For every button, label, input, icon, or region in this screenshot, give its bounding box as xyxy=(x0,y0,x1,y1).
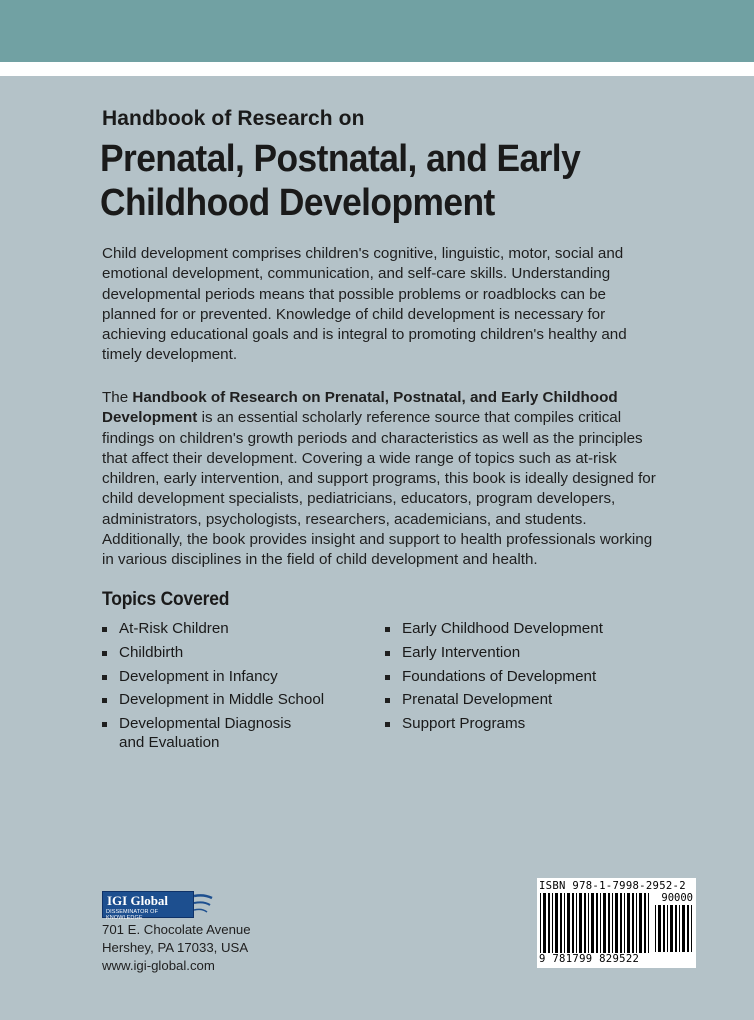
barcode-bar xyxy=(548,893,550,953)
barcode-bar xyxy=(632,893,634,953)
barcode-bar xyxy=(584,893,586,953)
book-title xyxy=(100,137,658,225)
price-code: 90000 xyxy=(661,892,693,904)
barcode-bar xyxy=(555,893,558,953)
barcode-bar xyxy=(624,893,625,953)
barcode-bar xyxy=(658,905,661,952)
barcode-bars xyxy=(540,893,652,953)
square-bullet-icon xyxy=(102,698,107,703)
paragraph-2-book-name: Handbook of Research on Prenatal, Postnatal, and Early Childhood Development xyxy=(102,389,618,427)
topic-item xyxy=(385,668,645,687)
book-title-line-1: Prenatal, Postnatal, and Early xyxy=(100,138,581,180)
address-line-2: Hershey, PA 17033, USA xyxy=(102,940,249,955)
square-bullet-icon xyxy=(102,651,107,656)
barcode-bar xyxy=(612,893,613,953)
topic-item xyxy=(102,691,352,710)
barcode-bar xyxy=(543,893,546,953)
barcode-bar xyxy=(540,893,541,953)
topic-label: Foundations of Development xyxy=(402,667,597,685)
topic-item xyxy=(102,715,302,752)
barcode-bar xyxy=(567,893,570,953)
barcode-bar xyxy=(667,905,668,952)
barcode-bar xyxy=(615,893,618,953)
series-title: Handbook of Research on xyxy=(102,107,365,130)
barcode-bar xyxy=(572,893,574,953)
barcode-bar xyxy=(564,893,565,953)
barcode-bar xyxy=(663,905,665,952)
book-title-line-2: Childhood Development xyxy=(100,182,495,224)
square-bullet-icon xyxy=(385,651,390,656)
barcode-bar xyxy=(627,893,630,953)
barcode-bar xyxy=(596,893,598,953)
logo-name: IGI Global xyxy=(107,893,169,908)
barcode-bar xyxy=(691,905,692,952)
barcode-bar xyxy=(620,893,622,953)
topic-label: Development in Infancy xyxy=(119,667,278,685)
square-bullet-icon xyxy=(385,627,390,632)
publisher-website: www.igi-global.com xyxy=(102,958,215,973)
square-bullet-icon xyxy=(385,722,390,727)
barcode-digits: 9 781799 829522 xyxy=(539,953,656,965)
topic-label: Support Programs xyxy=(402,715,526,733)
barcode-bar xyxy=(682,905,685,952)
topic-label: Early Intervention xyxy=(402,643,521,661)
publisher-address xyxy=(102,921,251,975)
paragraph-2-intro: The xyxy=(102,389,133,406)
barcode-bar xyxy=(579,893,582,953)
barcode-bar xyxy=(655,905,656,952)
topic-label: Early Childhood Development xyxy=(402,620,603,637)
barcode-bar xyxy=(600,893,601,953)
topic-label: At-Risk Children xyxy=(119,620,229,637)
logo-tagline: DISSEMINATOR OF KNOWLEDGE xyxy=(106,909,159,921)
topics-list-left xyxy=(102,620,352,757)
barcode-bar xyxy=(591,893,594,953)
barcode-bar xyxy=(576,893,577,953)
square-bullet-icon xyxy=(385,698,390,703)
barcode-bar xyxy=(687,905,689,952)
isbn-barcode xyxy=(537,878,696,968)
topic-item xyxy=(385,620,645,639)
square-bullet-icon xyxy=(102,675,107,680)
topic-item xyxy=(385,691,645,710)
square-bullet-icon xyxy=(385,675,390,680)
topic-item xyxy=(385,644,645,663)
barcode-bar xyxy=(603,893,606,953)
topic-item xyxy=(102,644,352,663)
logo-swoosh-icon xyxy=(194,892,214,918)
paragraph-2-body: is an essential scholarly reference source that compiles critical findings on children's growth periods and characteristics as well as the principles that affect their development. Covering a wide range of topics such as at-risk children, early intervention, and support programs, this book is ideally designed for child development specialists, pediatricians, educators, program developers, administrators, psychologists, researchers, academicians, and students. Additionally, the book provides insight and support to health professionals working in various disciplines in the field of child development and health. xyxy=(102,409,656,569)
top-color-band xyxy=(0,0,754,62)
barcode-bar xyxy=(639,893,642,953)
description-paragraph-2 xyxy=(102,388,662,571)
barcode-bar xyxy=(588,893,589,953)
topic-item xyxy=(385,715,645,734)
barcode-bar xyxy=(608,893,610,953)
publisher-logo xyxy=(102,891,194,921)
barcode-bar xyxy=(560,893,562,953)
barcode-bar xyxy=(648,893,649,953)
topic-item xyxy=(102,668,352,687)
barcode-bar xyxy=(552,893,553,953)
topic-label: Prenatal Development xyxy=(402,691,553,709)
barcode-bar xyxy=(670,905,673,952)
topic-label: Developmental Diagnosis and Evaluation xyxy=(119,715,292,751)
square-bullet-icon xyxy=(102,722,107,727)
description-paragraph-1: Child development comprises children's cognitive, linguistic, motor, social and emotional development, communication, and self-care skills. Understanding developmental periods means that possible problems or roadblocks can be planned for or prevented. Knowledge of child development is necessary for achieving educational goals and is integral to promoting children's healthy and timely development. xyxy=(102,245,627,364)
addon-barcode-bars xyxy=(655,905,693,952)
barcode-bar xyxy=(675,905,677,952)
topics-heading: Topics Covered xyxy=(102,589,230,610)
square-bullet-icon xyxy=(102,627,107,632)
topic-label: Childbirth xyxy=(119,643,184,661)
topic-item xyxy=(102,620,352,639)
barcode-bar xyxy=(644,893,646,953)
barcode-bar xyxy=(679,905,680,952)
isbn-number: ISBN 978-1-7998-2952-2 xyxy=(539,880,686,892)
barcode-bar xyxy=(636,893,637,953)
white-divider-stripe xyxy=(0,62,754,76)
topics-list-right xyxy=(385,620,645,739)
address-line-1: 701 E. Chocolate Avenue xyxy=(102,922,251,937)
topic-label: Development in Middle School xyxy=(119,691,325,709)
